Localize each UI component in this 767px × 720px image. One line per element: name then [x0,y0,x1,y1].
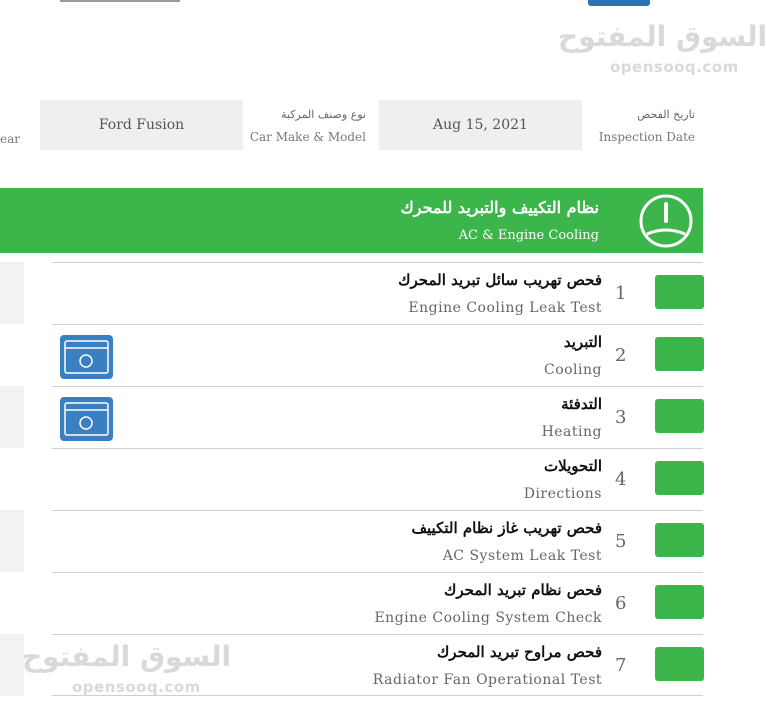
item-number: 3 [615,407,627,428]
top-button-fragment [588,0,650,6]
item-number: 4 [615,469,627,490]
status-badge [655,647,704,681]
item-title-en: Engine Cooling System Check [374,610,602,626]
item-number: 7 [615,655,627,676]
left-panel-fragment [0,634,24,696]
top-divider [60,0,180,2]
item-title-ar: فحص تهريب سائل تبريد المحرك [398,271,602,289]
item-title-ar: التدفئة [561,395,602,413]
status-badge [655,523,704,557]
car-make-model-label-en: Car Make & Model [249,130,366,144]
left-panel-fragment [0,386,24,448]
car-make-model-value: Ford Fusion [40,100,243,150]
section-header [0,188,703,253]
item-title-en: Heating [541,424,602,440]
item-title-en: Cooling [543,362,602,378]
car-make-model-label [248,104,366,148]
item-number: 1 [615,283,627,304]
item-number: 6 [615,593,627,614]
inspection-date-label-en: Inspection Date [598,130,695,144]
checklist-row [52,262,703,324]
item-title-en: AC System Leak Test [442,548,602,564]
item-title-en: Radiator Fan Operational Test [372,672,602,688]
item-title-ar: فحص تهريب غاز نظام التكييف [411,519,602,537]
item-title-ar: التحويلات [544,457,602,475]
item-title-ar: التبريد [563,333,602,351]
checklist-row [52,572,703,634]
item-title-en: Engine Cooling Leak Test [408,300,602,316]
item-title-ar: فحص نظام تبريد المحرك [444,581,602,599]
status-badge [655,275,704,309]
checklist-row [52,324,703,386]
watermark-latin: opensooq.com [72,678,201,696]
item-title-ar: فحص مراوح تبريد المحرك [436,643,602,661]
checklist-row [52,510,703,572]
status-badge [655,461,704,495]
watermark-arabic: السوق المفتوح [558,20,767,53]
watermark-latin: opensooq.com [610,58,739,76]
video-icon [60,397,113,441]
watermark-arabic: السوق المفتوح [22,640,232,673]
gauge-icon [637,192,695,250]
car-make-model-label-ar: نوع وصنف المركبة [281,108,366,121]
status-badge [655,337,704,371]
section-title-en: AC & Engine Cooling [458,228,599,243]
inspection-date-value: Aug 15, 2021 [379,100,582,150]
year-label-partial: ear [0,132,20,146]
inspection-date-label [598,104,695,148]
video-thumbnail[interactable] [60,397,113,441]
left-panel-fragment [0,262,24,324]
item-number: 5 [615,531,627,552]
status-badge [655,399,704,433]
checklist-row [52,386,703,448]
item-title-en: Directions [523,486,602,502]
checklist-row [52,448,703,510]
video-icon [60,335,113,379]
left-panel-fragment [0,510,24,572]
section-title-ar: نظام التكييف والتبريد للمحرك [400,198,599,217]
inspection-date-label-ar: تاريخ الفحص [637,108,695,121]
status-badge [655,585,704,619]
video-thumbnail[interactable] [60,335,113,379]
item-number: 2 [615,345,627,366]
